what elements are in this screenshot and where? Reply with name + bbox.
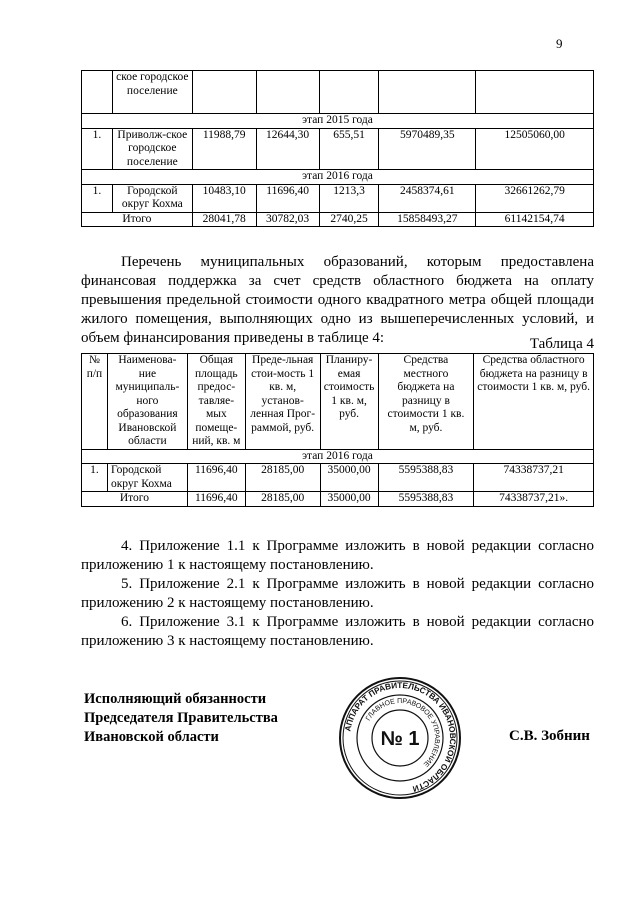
cell-value: 2458374,61	[379, 184, 476, 212]
signatory-position-line-3: Ивановской области	[84, 729, 219, 745]
cell-value: 15858493,27	[379, 212, 476, 227]
municipality-name: Городской округ Кохма	[112, 184, 192, 212]
cell-value: 2740,25	[319, 212, 379, 227]
signatory-name: С.В. Зобнин	[509, 728, 590, 744]
cell-value: 11988,79	[192, 128, 256, 170]
table-row	[82, 184, 594, 212]
seal-outer-text: АППАРАТ ПРАВИТЕЛЬСТВА ИВАНОВСКОЙ ОБЛАСТИ	[343, 680, 458, 794]
row-number: 1.	[82, 464, 108, 492]
table-4-caption: Таблица 4	[529, 336, 594, 352]
cell-value: 61142154,74	[476, 212, 594, 227]
paragraph-item-6: 6. Приложение 3.1 к Программе изложить в новой редакции согласно приложению 3 к настоящему постановлению.	[81, 614, 594, 649]
cell-value: 5595388,83	[378, 464, 474, 492]
stage-label: этап 2016 года	[82, 170, 594, 185]
cell-value: 12505060,00	[476, 128, 594, 170]
cell-value: 11696,40	[256, 184, 319, 212]
cell-value: 11696,40	[187, 464, 245, 492]
total-row	[82, 492, 594, 507]
table-row	[82, 464, 594, 492]
cell-value: 35000,00	[320, 464, 378, 492]
signatory-position-line-2: Председателя Правительства	[84, 710, 278, 726]
total-row	[82, 212, 594, 227]
signatory-position-line-1: Исполняющий обязанности	[84, 691, 267, 707]
municipality-name: Приволж-ское городское поселение	[112, 128, 192, 170]
row-number: 1.	[82, 128, 113, 170]
cell-value: 35000,00	[320, 492, 378, 507]
official-seal-icon	[338, 676, 462, 800]
table-row	[82, 128, 594, 170]
cell-value: 28041,78	[192, 212, 256, 227]
stage-row	[82, 170, 594, 185]
cell-value: 74338737,21	[474, 464, 594, 492]
header-regional-budget: Средства областного бюджета на разницу в стоимости 1 кв. м, руб.	[474, 354, 594, 450]
municipality-name: Городской округ Кохма	[107, 464, 187, 492]
cell-value: 28185,00	[245, 492, 320, 507]
cell-value: 5970489,35	[379, 128, 476, 170]
cell-value: 5595388,83	[378, 492, 474, 507]
intro-paragraph: Перечень муниципальных образований, которым предоставлена финансовая поддержка за счет средств областного бюджета на оплату превышения предельной стоимости одного квадратного метра общей площади жилого помещения, выполняющих одно из вышеперечисленных условий, и объем финансирования приведены в таблице 4:	[81, 254, 594, 346]
cell-value: 10483,10	[192, 184, 256, 212]
header-limit-cost: Преде-льная стои-мость 1 кв. м, установ-ленная Прог-раммой, руб.	[245, 354, 320, 450]
signature-block	[84, 690, 278, 747]
table-4	[81, 353, 594, 507]
header-name: Наименова-ние муниципаль-ного образования Ивановской области	[107, 354, 187, 450]
total-label: Итого	[82, 492, 188, 507]
stage-label: этап 2015 года	[82, 114, 594, 129]
cell-value: 1213,3	[319, 184, 379, 212]
cell-value: 12644,30	[256, 128, 319, 170]
cell-value: 30782,03	[256, 212, 319, 227]
cell-value: 655,51	[319, 128, 379, 170]
table-3-continuation	[81, 70, 594, 227]
cell-value: 74338737,21».	[474, 492, 594, 507]
page-number: 9	[556, 36, 563, 51]
table-header-row	[82, 354, 594, 450]
cell-value: 32661262,79	[476, 184, 594, 212]
seal-number: № 1	[380, 728, 420, 750]
stage-row	[82, 114, 594, 129]
seal-inner-text: ГЛАВНОЕ ПРАВОВОЕ УПРАВЛЕНИЕ	[365, 697, 441, 768]
cell-value: 11696,40	[187, 492, 245, 507]
header-planned-cost: Планиру-емая стоимость 1 кв. м, руб.	[320, 354, 378, 450]
row-number: 1.	[82, 184, 113, 212]
municipality-name: ское городское поселение	[112, 71, 192, 114]
header-area: Общая площадь предос-тавляе-мых помеще-ний, кв. м	[187, 354, 245, 450]
total-label: Итого	[82, 212, 193, 227]
table-row	[82, 71, 594, 114]
header-number: № п/п	[82, 354, 108, 450]
stage-row	[82, 449, 594, 464]
cell-value: 28185,00	[245, 464, 320, 492]
header-local-budget: Средства местного бюджета на разницу в стоимости 1 кв. м, руб.	[378, 354, 474, 450]
stage-label: этап 2016 года	[82, 449, 594, 464]
paragraph-item-4: 4. Приложение 1.1 к Программе изложить в новой редакции согласно приложению 1 к настоящему постановлению.	[81, 538, 594, 573]
paragraph-item-5: 5. Приложение 2.1 к Программе изложить в новой редакции согласно приложению 2 к настоящему постановлению.	[81, 576, 594, 611]
